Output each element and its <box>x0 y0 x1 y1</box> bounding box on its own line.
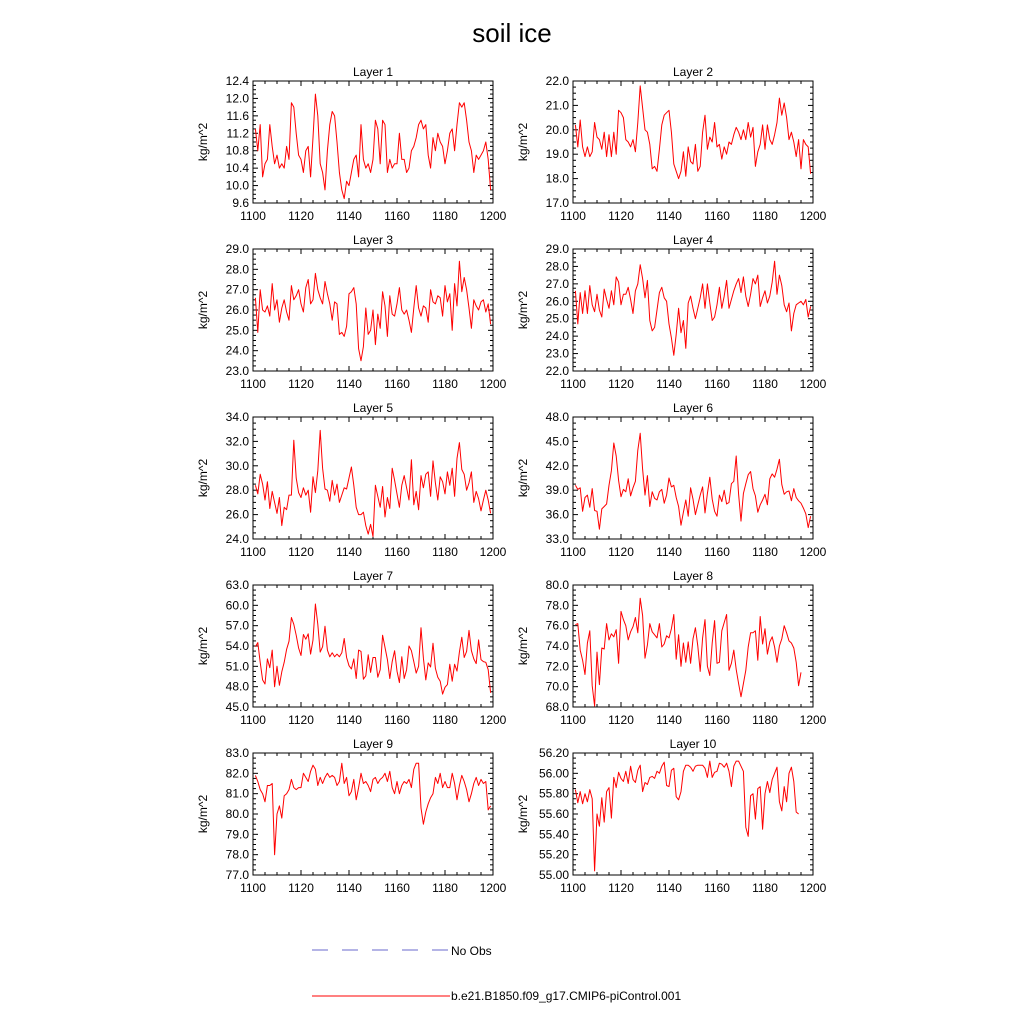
x-tick-label: 1140 <box>336 209 362 223</box>
y-tick-label: 56.20 <box>538 746 569 760</box>
x-tick-label: 1120 <box>288 545 314 559</box>
y-tick-label: 19.0 <box>545 147 569 162</box>
x-tick-label: 1200 <box>479 713 507 727</box>
y-tick-label: 68.0 <box>545 700 569 714</box>
y-tick-label: 10.8 <box>225 143 249 158</box>
x-tick-label: 1100 <box>240 545 266 559</box>
x-tick-label: 1180 <box>432 377 458 391</box>
y-tick-label: 26.0 <box>545 294 569 309</box>
y-tick-label: 25.0 <box>545 311 569 326</box>
x-tick-label: 1140 <box>336 377 362 391</box>
x-tick-label: 1140 <box>336 881 362 895</box>
y-tick-label: 81.0 <box>225 786 249 801</box>
plot-frame <box>253 753 493 875</box>
y-tick-label: 26.0 <box>225 507 249 522</box>
y-axis-label: kg/m^2 <box>516 458 530 498</box>
y-tick-label: 55.00 <box>538 868 569 882</box>
y-axis-label: kg/m^2 <box>516 290 530 330</box>
x-tick-label: 1180 <box>752 209 778 223</box>
panel-title: Layer 8 <box>672 569 714 583</box>
y-axis-label: kg/m^2 <box>196 458 210 498</box>
panels <box>196 65 827 895</box>
y-tick-label: 48.0 <box>545 410 569 424</box>
x-tick-label: 1120 <box>608 377 634 391</box>
panel-layer-2 <box>516 65 827 223</box>
y-tick-label: 11.2 <box>226 126 249 141</box>
x-tick-label: 1200 <box>479 209 507 223</box>
panel-layer-8 <box>516 569 827 727</box>
y-tick-label: 24.0 <box>225 532 249 546</box>
plot-frame <box>253 81 493 203</box>
y-tick-label: 29.0 <box>545 242 569 256</box>
y-tick-label: 57.0 <box>225 618 249 633</box>
y-tick-label: 18.0 <box>545 171 569 186</box>
legend-obs-label: No Obs <box>451 944 492 958</box>
y-tick-label: 23.0 <box>545 346 569 361</box>
x-tick-label: 1100 <box>560 713 586 727</box>
x-tick-label: 1160 <box>384 209 410 223</box>
x-tick-label: 1160 <box>384 377 410 391</box>
panel-layer-9 <box>196 737 507 895</box>
y-tick-label: 10.4 <box>225 161 249 176</box>
series-line <box>255 604 490 694</box>
panel-layer-7 <box>196 569 507 727</box>
x-tick-label: 1100 <box>240 209 266 223</box>
x-tick-label: 1180 <box>432 209 458 223</box>
y-tick-label: 60.0 <box>225 598 249 613</box>
y-tick-label: 20.0 <box>545 122 569 137</box>
panel-layer-5 <box>196 401 507 559</box>
x-tick-label: 1100 <box>560 545 586 559</box>
panel-layer-3 <box>196 233 507 391</box>
y-tick-label: 28.0 <box>545 259 569 274</box>
y-tick-label: 12.0 <box>225 91 249 106</box>
y-tick-label: 83.0 <box>225 746 249 760</box>
panel-layer-6 <box>516 401 827 559</box>
x-tick-label: 1120 <box>608 545 634 559</box>
y-axis-label: kg/m^2 <box>516 122 530 162</box>
x-tick-label: 1140 <box>336 545 362 559</box>
y-tick-label: 55.80 <box>538 786 569 801</box>
x-tick-label: 1120 <box>608 881 634 895</box>
y-tick-label: 55.40 <box>538 827 569 842</box>
x-tick-label: 1180 <box>432 713 458 727</box>
x-tick-label: 1160 <box>384 881 410 895</box>
y-tick-label: 51.0 <box>225 659 249 674</box>
series-line <box>575 86 810 179</box>
x-tick-label: 1140 <box>656 377 682 391</box>
series-line <box>255 261 490 361</box>
x-tick-label: 1200 <box>799 881 827 895</box>
x-tick-label: 1100 <box>240 881 266 895</box>
y-axis-label: kg/m^2 <box>196 122 210 162</box>
panel-title: Layer 5 <box>352 401 394 415</box>
y-tick-label: 55.60 <box>538 807 569 821</box>
y-tick-label: 70.0 <box>545 679 569 694</box>
panel-title: Layer 9 <box>352 737 394 751</box>
x-tick-label: 1140 <box>656 713 682 727</box>
x-tick-label: 1160 <box>704 209 730 223</box>
y-tick-label: 78.0 <box>225 847 249 862</box>
x-tick-label: 1200 <box>479 881 507 895</box>
y-tick-label: 79.0 <box>225 827 249 842</box>
y-tick-label: 48.0 <box>225 679 249 694</box>
y-tick-label: 76.0 <box>545 618 569 633</box>
x-tick-label: 1140 <box>656 545 682 559</box>
y-axis-label: kg/m^2 <box>516 626 530 666</box>
x-tick-label: 1160 <box>704 881 730 895</box>
x-tick-label: 1180 <box>752 881 778 895</box>
x-tick-label: 1100 <box>560 209 586 223</box>
x-tick-label: 1200 <box>799 377 827 391</box>
series-line <box>255 763 490 855</box>
x-tick-label: 1200 <box>479 545 507 559</box>
x-tick-label: 1100 <box>560 881 586 895</box>
x-tick-label: 1180 <box>432 545 458 559</box>
x-tick-label: 1100 <box>240 377 266 391</box>
y-axis-label: kg/m^2 <box>196 794 210 834</box>
y-tick-label: 10.0 <box>225 178 249 193</box>
y-tick-label: 33.0 <box>545 532 569 546</box>
panel-title: Layer 1 <box>352 65 394 79</box>
y-tick-label: 22.0 <box>545 364 569 378</box>
x-tick-label: 1100 <box>560 377 586 391</box>
series-line <box>575 761 798 871</box>
plot-frame <box>573 585 813 707</box>
y-tick-label: 36.0 <box>545 507 569 522</box>
y-tick-label: 39.0 <box>545 483 569 498</box>
y-tick-label: 27.0 <box>225 282 249 297</box>
y-tick-label: 80.0 <box>225 807 249 821</box>
x-tick-label: 1160 <box>704 545 730 559</box>
plot-frame <box>573 81 813 203</box>
x-tick-label: 1120 <box>608 209 634 223</box>
y-tick-label: 24.0 <box>225 343 249 358</box>
panel-title: Layer 7 <box>352 569 394 583</box>
x-tick-label: 1140 <box>656 881 682 895</box>
x-tick-label: 1160 <box>704 713 730 727</box>
legend <box>312 944 681 1003</box>
y-tick-label: 63.0 <box>225 578 249 592</box>
panel-layer-10 <box>516 737 827 895</box>
y-tick-label: 22.0 <box>545 74 569 88</box>
x-tick-label: 1200 <box>479 377 507 391</box>
y-tick-label: 42.0 <box>545 458 569 473</box>
y-tick-label: 11.6 <box>226 108 249 123</box>
series-line <box>255 94 490 199</box>
y-tick-label: 82.0 <box>225 766 249 781</box>
series-line <box>255 430 490 536</box>
panel-title: Layer 4 <box>672 233 714 247</box>
x-tick-label: 1180 <box>752 713 778 727</box>
panel-layer-1 <box>196 65 507 223</box>
x-tick-label: 1200 <box>799 209 827 223</box>
y-tick-label: 17.0 <box>545 196 569 210</box>
y-tick-label: 28.0 <box>225 483 249 498</box>
panel-title: Layer 3 <box>352 233 394 247</box>
figure-title: soil ice <box>472 18 552 48</box>
x-tick-label: 1100 <box>240 713 266 727</box>
y-tick-label: 45.0 <box>225 700 249 714</box>
y-tick-label: 55.20 <box>538 847 569 862</box>
y-tick-label: 12.4 <box>225 74 249 88</box>
y-tick-label: 56.00 <box>538 766 569 781</box>
y-tick-label: 45.0 <box>545 434 569 449</box>
y-tick-label: 9.6 <box>232 196 249 210</box>
plot-frame <box>573 417 813 539</box>
y-tick-label: 34.0 <box>225 410 249 424</box>
x-tick-label: 1160 <box>704 377 730 391</box>
series-line <box>575 598 801 706</box>
y-tick-label: 74.0 <box>545 639 569 653</box>
y-tick-label: 24.0 <box>545 329 569 344</box>
x-tick-label: 1160 <box>384 545 410 559</box>
y-axis-label: kg/m^2 <box>196 290 210 330</box>
x-tick-label: 1120 <box>288 881 314 895</box>
x-tick-label: 1200 <box>799 545 827 559</box>
x-tick-label: 1120 <box>288 713 314 727</box>
y-tick-label: 23.0 <box>225 364 249 378</box>
y-tick-label: 27.0 <box>545 276 569 291</box>
series-line <box>575 433 810 529</box>
x-tick-label: 1180 <box>752 377 778 391</box>
y-tick-label: 54.0 <box>225 639 249 653</box>
x-tick-label: 1120 <box>288 209 314 223</box>
y-tick-label: 78.0 <box>545 598 569 613</box>
legend-model-label: b.e21.B1850.f09_g17.CMIP6-piControl.001 <box>451 989 682 1003</box>
y-axis-label: kg/m^2 <box>196 626 210 666</box>
y-tick-label: 29.0 <box>225 242 249 256</box>
panel-title: Layer 2 <box>672 65 714 79</box>
panel-title: Layer 10 <box>669 737 717 751</box>
y-tick-label: 72.0 <box>545 659 569 674</box>
y-axis-label: kg/m^2 <box>516 794 530 834</box>
x-tick-label: 1180 <box>432 881 458 895</box>
panel-title: Layer 6 <box>672 401 714 415</box>
y-tick-label: 21.0 <box>545 98 569 113</box>
y-tick-label: 26.0 <box>225 303 249 317</box>
x-tick-label: 1200 <box>799 713 827 727</box>
x-tick-label: 1180 <box>752 545 778 559</box>
x-tick-label: 1120 <box>608 713 634 727</box>
y-tick-label: 77.0 <box>225 868 249 882</box>
y-tick-label: 25.0 <box>225 323 249 338</box>
x-tick-label: 1120 <box>288 377 314 391</box>
y-tick-label: 80.0 <box>545 578 569 592</box>
series-line <box>575 261 810 355</box>
y-tick-label: 32.0 <box>225 434 249 449</box>
x-tick-label: 1140 <box>656 209 682 223</box>
plot-frame <box>253 417 493 539</box>
panel-layer-4 <box>516 233 827 391</box>
x-tick-label: 1140 <box>336 713 362 727</box>
x-tick-label: 1160 <box>384 713 410 727</box>
y-tick-label: 30.0 <box>225 458 249 473</box>
y-tick-label: 28.0 <box>225 262 249 277</box>
plot-frame <box>253 585 493 707</box>
